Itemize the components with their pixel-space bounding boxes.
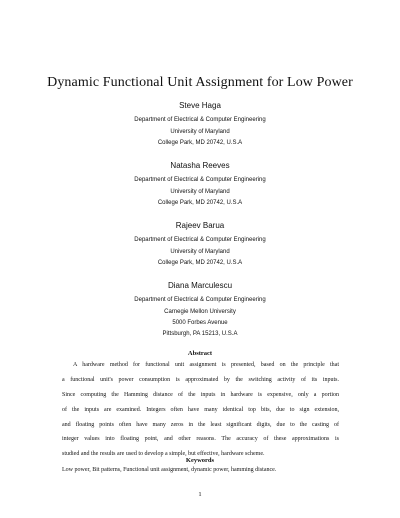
abstract-line: and floating points often have many zeros in the least significant digits, due to the casting of	[62, 422, 339, 428]
keywords-heading: Keywords	[185, 457, 215, 464]
author-address: College Park, MD 20742, U.S.A	[157, 200, 243, 206]
abstract-line: a functional unit's power consumption is approximated by the switching activity of its inputs.	[62, 377, 339, 383]
abstract-line: Since computing the Hamming distance of the inputs in hardware is expensive, only a portion	[62, 392, 339, 398]
author-department: Department of Electrical & Computer Engineering	[134, 117, 266, 123]
author-institution: University of Maryland	[170, 189, 230, 195]
author-address: Pittsburgh, PA 15213, U.S.A	[162, 331, 238, 337]
author-address: College Park, MD 20742, U.S.A	[157, 140, 243, 146]
page-number: 1	[198, 491, 202, 498]
author-institution: University of Maryland	[170, 129, 230, 135]
author-address: College Park, MD 20742, U.S.A	[157, 260, 243, 266]
author-department: Department of Electrical & Computer Engineering	[134, 237, 266, 243]
paper-title: Dynamic Functional Unit Assignment for Low Power	[47, 75, 353, 90]
abstract-line: studied and the results are used to develop a simple, but effective, hardware scheme.	[62, 451, 265, 457]
author-institution: Carnegie Mellon University	[164, 309, 236, 315]
abstract-line: A hardware method for functional unit assignment is presented, based on the principle that	[73, 362, 339, 368]
author-name: Natasha Reeves	[170, 161, 230, 170]
author-department: Department of Electrical & Computer Engineering	[134, 297, 266, 303]
author-street: 5000 Forbes Avenue	[172, 320, 228, 326]
author-name: Rajeev Barua	[175, 221, 225, 230]
author-department: Department of Electrical & Computer Engineering	[134, 177, 266, 183]
author-institution: University of Maryland	[170, 249, 230, 255]
author-name: Diana Marculescu	[167, 281, 233, 290]
abstract-line: integer values into floating point, and other reasons. The accuracy of these approximations is	[62, 436, 339, 442]
author-name: Steve Haga	[179, 101, 221, 110]
keywords-text: Low power, Bit patterns, Functional unit assignment, dynamic power, hamming distance.	[62, 467, 277, 473]
abstract-line: of the inputs are examined. Integers often have many identical top bits, due to sign extension,	[62, 407, 339, 413]
abstract-heading: Abstract	[187, 350, 213, 357]
